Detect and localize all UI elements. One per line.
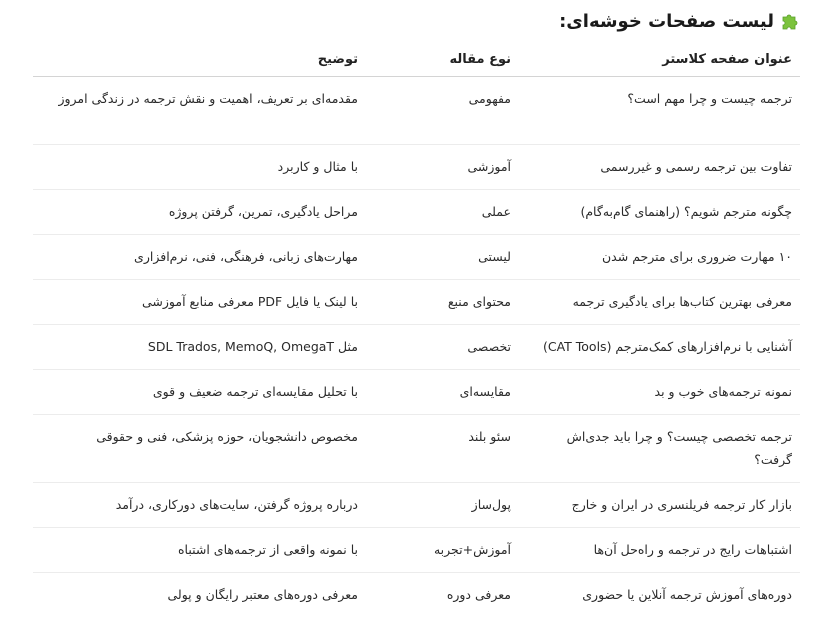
table-row — [33, 415, 800, 483]
cell-title: بازار کار ترجمه فریلنسری در ایران و خارج — [519, 483, 800, 528]
table-row — [33, 235, 800, 280]
cluster-pages-table — [33, 42, 800, 617]
table-row — [33, 325, 800, 370]
cell-type: معرفی دوره — [446, 587, 511, 602]
cell-title: ترجمه چیست و چرا مهم است؟ — [519, 77, 800, 145]
cell-title: ترجمه تخصصی چیست؟ و چرا باید جدی‌اش گرفت؟ — [519, 415, 800, 483]
cell-type: لیستی — [366, 235, 519, 280]
cell-desc: درباره پروژه گرفتن، سایت‌های دورکاری، درآمد — [33, 483, 366, 528]
cell-title: اشتباهات رایج در ترجمه و راه‌حل آن‌ها — [519, 528, 800, 573]
cell-type: آموزش+تجربه — [366, 528, 519, 573]
cell-desc: مراحل یادگیری، تمرین، گرفتن پروژه — [33, 190, 366, 235]
cell-desc: با مثال و کاربرد — [33, 145, 366, 190]
cell-title: تفاوت بین ترجمه رسمی و غیررسمی — [519, 145, 800, 190]
table-row — [33, 77, 800, 145]
header-type: نوع مقاله — [366, 42, 519, 77]
cell-type: مقایسه‌ای — [366, 370, 519, 415]
cell-title: چگونه مترجم شویم؟ (راهنمای گام‌به‌گام) — [519, 190, 800, 235]
puzzle-icon — [780, 11, 800, 31]
cell-desc: با لینک یا فایل PDF معرفی منابع آموزشی — [33, 280, 366, 325]
table-row — [33, 370, 800, 415]
cell-type: عملی — [366, 190, 519, 235]
cell-title: ۱۰ مهارت ضروری برای مترجم شدن — [519, 235, 800, 280]
cell-desc: مثل SDL Trados, MemoQ, OmegaT — [33, 325, 366, 370]
table-row — [33, 145, 800, 190]
cell-desc: مخصوص دانشجویان، حوزه پزشکی، فنی و حقوقی — [33, 415, 366, 483]
cell-type: پول‌ساز — [366, 483, 519, 528]
cell-type: تخصصی — [366, 325, 519, 370]
cell-title: آشنایی با نرم‌افزارهای کمک‌مترجم (CAT Tools) — [519, 325, 800, 370]
section-heading — [559, 8, 800, 34]
cell-desc: مهارت‌های زبانی، فرهنگی، فنی، نرم‌افزاری — [33, 235, 366, 280]
header-desc: توضیح — [33, 42, 366, 77]
cell-desc: با تحلیل مقایسه‌ای ترجمه ضعیف و قوی — [33, 370, 366, 415]
cell-type: محتوای منبع — [366, 280, 519, 325]
table-row — [33, 528, 800, 573]
cell-title: نمونه ترجمه‌های خوب و بد — [519, 370, 800, 415]
cell-desc: معرفی دوره‌های معتبر رایگان و پولی — [167, 587, 358, 602]
cell-type: آموزشی — [366, 145, 519, 190]
cell-type: سئو بلند — [366, 415, 519, 483]
cell-desc: مقدمه‌ای بر تعریف، اهمیت و نقش ترجمه در زندگی امروز — [33, 77, 366, 145]
heading-text: لیست صفحات خوشه‌ای: — [559, 10, 774, 32]
table-row — [33, 483, 800, 528]
cell-title: معرفی بهترین کتاب‌ها برای یادگیری ترجمه — [519, 280, 800, 325]
table-header-row — [33, 42, 800, 77]
table-row — [33, 190, 800, 235]
cell-title: دوره‌های آموزش ترجمه آنلاین یا حضوری — [582, 587, 792, 602]
table-row — [33, 280, 800, 325]
cell-desc: با نمونه واقعی از ترجمه‌های اشتباه — [33, 528, 366, 573]
header-title: عنوان صفحه کلاستر — [519, 42, 800, 77]
cell-type: مفهومی — [366, 77, 519, 145]
table-row — [33, 573, 800, 618]
